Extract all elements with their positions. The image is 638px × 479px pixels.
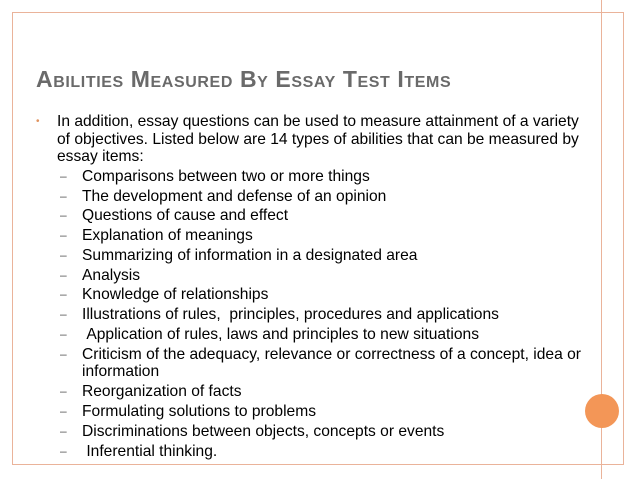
dash-bullet-icon: – xyxy=(60,423,67,438)
dash-bullet-icon: – xyxy=(60,247,67,262)
list-item-text: Illustrations of rules, principles, procedures and applications xyxy=(82,306,499,324)
slide-title: Abilities Measured By Essay Test Items xyxy=(36,66,452,92)
list-item-text: Discriminations between objects, concepts or events xyxy=(82,422,445,440)
list-item-text: Analysis xyxy=(82,266,141,284)
list-item-text: Knowledge of relationships xyxy=(82,286,269,304)
dash-bullet-icon: – xyxy=(60,267,67,282)
orange-circle-decoration xyxy=(585,394,619,428)
dash-bullet-icon: – xyxy=(60,168,67,183)
dash-bullet-icon: – xyxy=(60,403,67,418)
list-item xyxy=(60,403,581,421)
dash-bullet-icon: – xyxy=(60,443,67,458)
list-item-text: Formulating solutions to problems xyxy=(82,402,317,420)
list-item xyxy=(60,188,581,206)
dash-bullet-icon: – xyxy=(60,327,67,342)
dash-bullet-icon: – xyxy=(60,228,67,243)
bullet-icon: • xyxy=(36,116,40,127)
list-item xyxy=(60,306,581,324)
dash-bullet-icon: – xyxy=(60,384,67,399)
list-item xyxy=(60,383,581,401)
abilities-list xyxy=(36,167,586,460)
list-item xyxy=(60,345,586,381)
dash-bullet-icon: – xyxy=(60,188,67,203)
dash-bullet-icon: – xyxy=(60,346,67,361)
list-item-text: Criticism of the adequacy, relevance or correctness of a concept, idea or information xyxy=(82,345,586,381)
list-item xyxy=(60,326,581,344)
list-item-text: The development and defense of an opinion xyxy=(82,187,387,205)
list-item-text: Comparisons between two or more things xyxy=(82,167,370,185)
list-item-text: Application of rules, laws and principles to new situations xyxy=(82,326,479,344)
list-item-text: Explanation of meanings xyxy=(82,227,253,245)
list-item xyxy=(60,247,581,265)
list-item-text: Summarizing of information in a designated area xyxy=(82,246,418,264)
list-item xyxy=(60,227,581,245)
list-item xyxy=(60,168,581,186)
dash-bullet-icon: – xyxy=(60,307,67,322)
list-item xyxy=(60,207,581,225)
list-item xyxy=(60,286,581,304)
list-item-text: Questions of cause and effect xyxy=(82,207,289,225)
list-item-text: Reorganization of facts xyxy=(82,383,242,401)
intro-paragraph xyxy=(36,113,581,166)
list-item-text: Inferential thinking. xyxy=(82,442,218,460)
intro-text: In addition, essay questions can be used to measure attainment of a variety of objectives. Listed below are 14 types of abilities that can be measured by essay items: xyxy=(57,113,579,166)
slide-body xyxy=(36,113,586,462)
dash-bullet-icon: – xyxy=(60,208,67,223)
list-item xyxy=(60,423,581,441)
dash-bullet-icon: – xyxy=(60,287,67,302)
list-item xyxy=(60,443,581,461)
list-item xyxy=(60,267,581,285)
